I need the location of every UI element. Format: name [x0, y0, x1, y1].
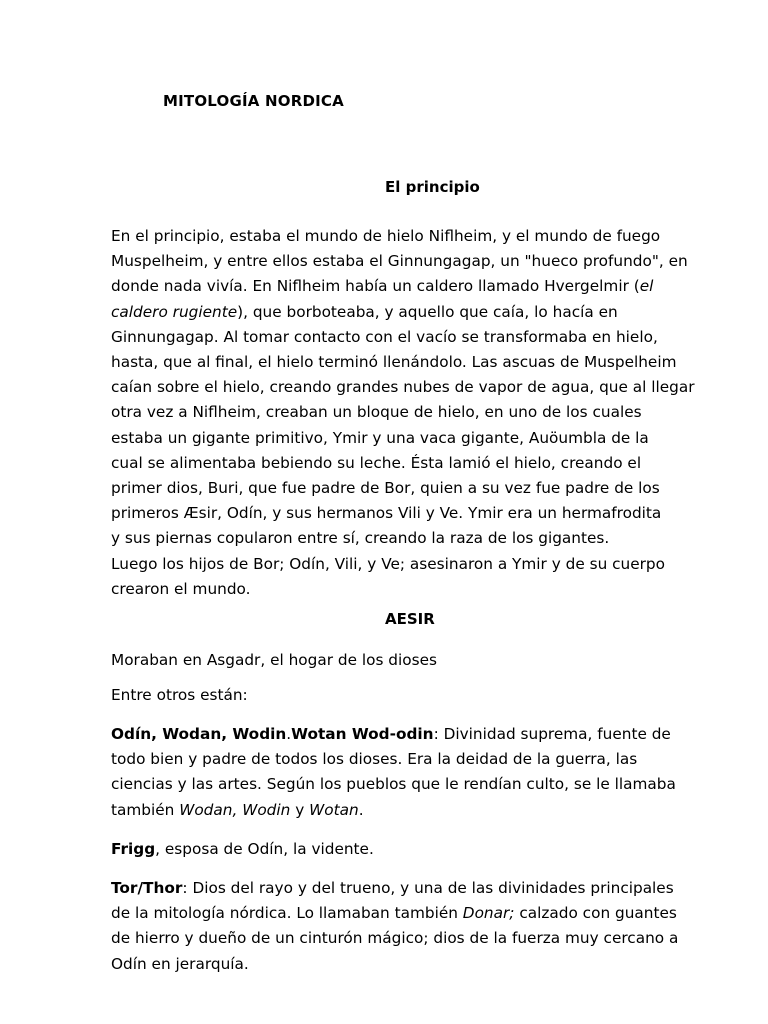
section-heading-aesir: AESIR	[385, 610, 435, 628]
odin-paragraph	[111, 722, 741, 823]
section-heading-principio: El principio	[385, 178, 480, 196]
odin-description: : Divinidad suprema, fuente de todo bien y padre de todos los dioses. Era la deidad de la guerra, las ciencias y las artes. Según los pueblos que le rendían culto, se le llamaba también	[111, 725, 676, 819]
frigg-description: , esposa de Odín, la vidente.	[155, 840, 374, 858]
intro-italic-caldero: el caldero rugiente	[111, 277, 654, 321]
frigg-paragraph	[111, 838, 741, 860]
odin-conjunction: y	[290, 800, 310, 819]
intro-text-a: En el principio, estaba el mundo de hielo Niflheim, y el mundo de fuego Muspelheim, y entre ellos estaba el Ginnungagap, un "hueco profundo", en donde nada vivía. En Niflheim había un caldero llamado Hvergelmir (	[111, 227, 688, 296]
odin-italic-wotan: Wotan	[309, 800, 359, 819]
odin-names-bold-2: Wotan Wod-odin	[291, 725, 434, 743]
aesir-moraban-paragraph: Moraban en Asgadr, el hogar de los dioses	[111, 651, 437, 669]
intro-text-b: ), que borboteaba, y aquello que caía, lo hacía en Ginnungagap. Al tomar contacto con el vacío se transformaba en hielo, hasta, que al final, el hielo terminó llenándolo. Las ascuas de Muspelheim caían sobre el hielo, creando grandes nubes de vapor de agua, que al llegar otra vez a Niflheim, creaban un bloque de hielo, en uno de los cuales estaba un gigante primitivo, Ymir y una vaca gigante, Auöumbla de la cual se alimentaba bebiendo su leche. Ésta lamió el hielo, creando el primer dios, Buri, que fue padre de Bor, quien a su vez fue padre de los primeros Æsir, Odín, y sus hermanos Vili y Ve. Ymir era un hermafrodita y sus piernas copularon entre sí, creando la raza de los gigantes. Luego los hijos de Bor; Odín, Vili, y Ve; asesinaron a Ymir y de su cuerpo crearon el mundo.	[111, 302, 695, 598]
thor-italic-donar: Donar;	[462, 904, 515, 923]
odin-names-bold: Odín, Wodan, Wodin	[111, 725, 287, 743]
thor-paragraph	[111, 876, 741, 977]
thor-description-2: calzado con guantes de hierro y dueño de un cinturón mágico; dios de la fuerza muy cercano a Odín en jerarquía.	[111, 904, 679, 973]
thor-description: : Dios del rayo y del trueno, y una de las divinidades principales de la mitología nórdica. Lo llamaban también	[111, 879, 674, 923]
odin-period: .	[358, 800, 364, 819]
thor-name-bold: Tor/Thor	[111, 879, 183, 897]
odin-separator: .	[286, 725, 292, 743]
frigg-name-bold: Frigg	[111, 840, 156, 858]
aesir-entre-paragraph: Entre otros están:	[111, 686, 248, 704]
document-title: MITOLOGÍA NORDICA	[163, 92, 344, 110]
odin-italic-names: Wodan, Wodin	[179, 800, 291, 819]
intro-paragraph	[111, 224, 741, 602]
